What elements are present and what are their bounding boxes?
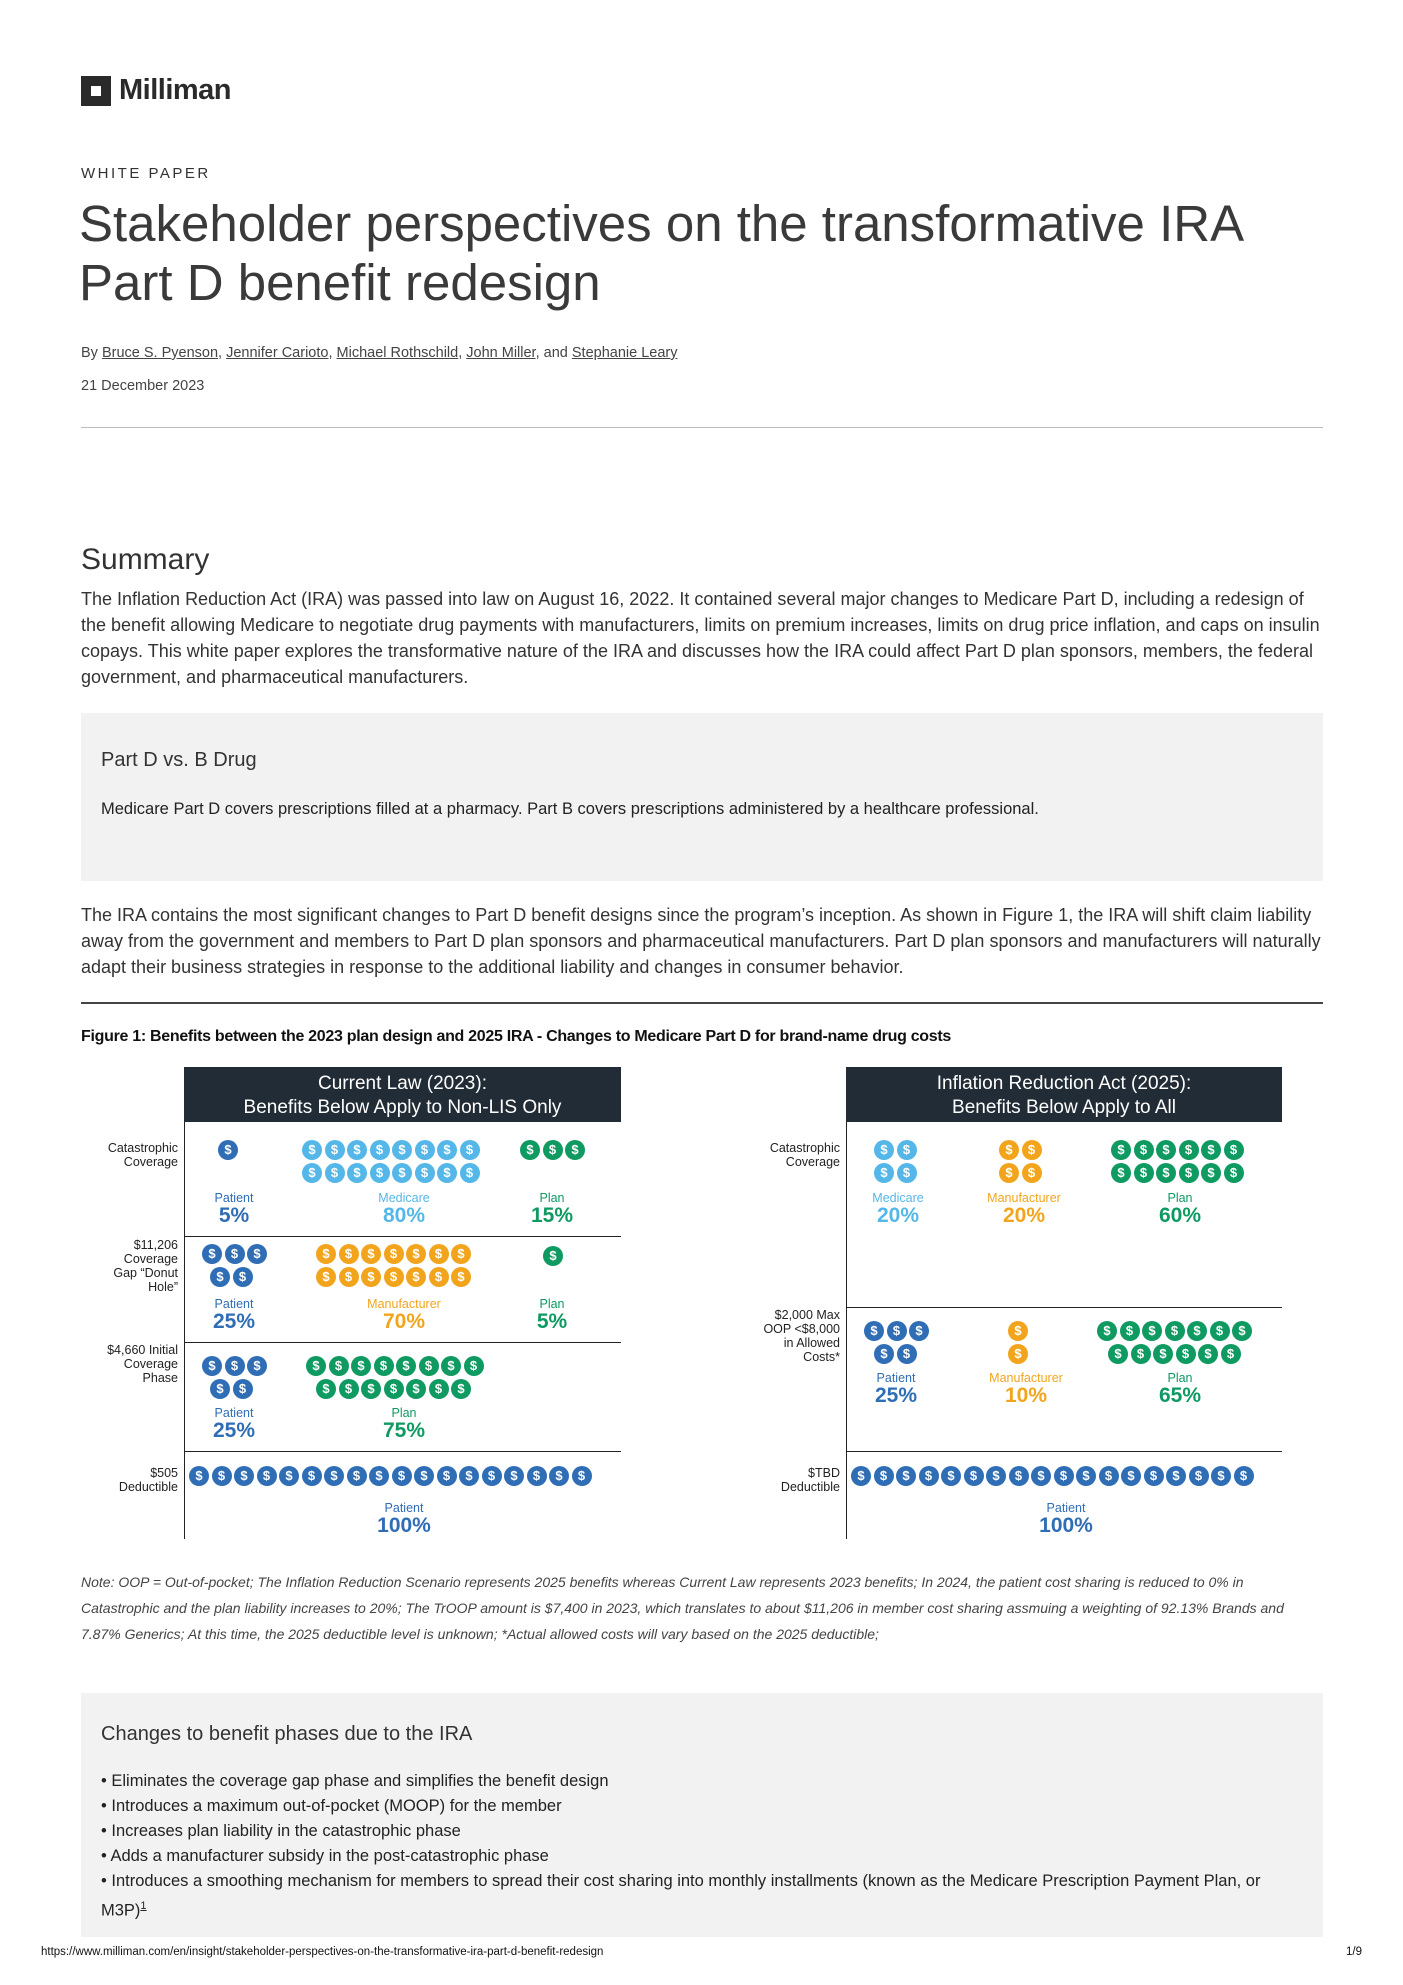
plan-coin: $ — [1097, 1321, 1117, 1341]
patient-coin: $ — [572, 1466, 592, 1486]
patient-coin: $ — [897, 1344, 917, 1364]
patient-coin: $ — [279, 1466, 299, 1486]
manufacturer-coin: $ — [406, 1244, 426, 1264]
plan-coin: $ — [361, 1379, 381, 1399]
patient-coin: $ — [247, 1356, 267, 1376]
right-axis — [846, 1122, 847, 1539]
share-left-initial-plan — [334, 1406, 474, 1442]
summary-paragraph: The Inflation Reduction Act (IRA) was passed into law on August 16, 2022. It contained several major changes to Medicare Part D, including a redesign of the benefit allowing Medicare to negotiate drug payments with manufacturers, limits on premium increases, limits on drug price inflation, and caps on insulin copays. This white paper explores the transformative nature of the IRA and discusses how the IRA could affect Part D plan sponsors, members, the federal government, and pharmaceutical manufacturers. — [81, 589, 1320, 687]
manufacturer-coin: $ — [429, 1267, 449, 1287]
manufacturer-coin: $ — [451, 1244, 471, 1264]
share-left-gap-patient — [164, 1297, 304, 1333]
patient-coin: $ — [414, 1466, 434, 1486]
right-header-line1: Inflation Reduction Act (2025): — [936, 1073, 1192, 1094]
manufacturer-coin: $ — [999, 1163, 1019, 1183]
plan-coin: $ — [1108, 1344, 1128, 1364]
plan-coin: $ — [1224, 1140, 1244, 1160]
patient-coin: $ — [1211, 1466, 1231, 1486]
share-right-deductible-patient — [996, 1501, 1136, 1537]
callout-ira-changes — [81, 1693, 1323, 1937]
plan-coin: $ — [1165, 1321, 1185, 1341]
patient-coin: $ — [864, 1321, 884, 1341]
patient-coin: $ — [369, 1466, 389, 1486]
plan-coin: $ — [1232, 1321, 1252, 1341]
figure-title: Figure 1: Benefits between the 2023 plan design and 2025 IRA - Changes to Medicare Part D for brand-name drug costs — [81, 1028, 952, 1045]
manufacturer-coin: $ — [384, 1267, 404, 1287]
share-right-cat-manufacturer — [954, 1191, 1094, 1227]
medicare-coin: $ — [415, 1140, 435, 1160]
share-pct: 100% — [377, 1514, 431, 1537]
patient-coin: $ — [964, 1466, 984, 1486]
medicare-coin: $ — [415, 1163, 435, 1183]
author-link[interactable]: Michael Rothschild — [336, 345, 459, 361]
plan-coin: $ — [306, 1356, 326, 1376]
plan-coin: $ — [329, 1356, 349, 1376]
right-panel-header — [846, 1067, 1282, 1122]
doc-type-label: WHITE PAPER — [81, 165, 211, 182]
patient-coin: $ — [874, 1466, 894, 1486]
plan-coin: $ — [1134, 1140, 1154, 1160]
patient-coin: $ — [247, 1244, 267, 1264]
left-divider-deductible — [184, 1451, 621, 1452]
share-who: Patient — [214, 1297, 254, 1311]
plan-coin: $ — [565, 1140, 585, 1160]
list-item: • Introduces a maximum out-of-pocket (MOOP) for the member — [101, 1794, 1261, 1819]
medicare-coin: $ — [460, 1140, 480, 1160]
share-pct: 75% — [382, 1419, 426, 1442]
manufacturer-coin: $ — [339, 1267, 359, 1287]
patient-coin: $ — [851, 1466, 871, 1486]
manufacturer-coin: $ — [1008, 1321, 1028, 1341]
share-who: Manufacturer — [989, 1371, 1063, 1385]
label-catastrophic-right: Catastrophic Coverage — [769, 1141, 840, 1169]
figure-note: Note: OOP = Out-of-pocket; The Inflation Reduction Scenario represents 2025 benefits whereas Current Law represents 2023 benefits; In 2024, the patient cost sharing is reduced to 0% in Catastrophic and the plan liability increases to 20%; The TrOOP amount is $7,400 in 2023, which translates to about $11,206 in member cost sharing assmuing a weighting of 92.13% Brands and 7.87% Generics; At this time, the 2025 deductible level is unknown; *Actual allowed costs will vary based on the 2025 deductible; — [81, 1574, 1284, 1642]
plan-coin: $ — [1201, 1163, 1221, 1183]
share-pct: 70% — [382, 1310, 426, 1333]
manufacturer-coin: $ — [316, 1267, 336, 1287]
patient-coin: $ — [1234, 1466, 1254, 1486]
patient-coin: $ — [233, 1267, 253, 1287]
list-item: • Adds a manufacturer subsidy in the post-catastrophic phase — [101, 1844, 1261, 1869]
manufacturer-coin: $ — [406, 1267, 426, 1287]
label-deductible-left: $505 Deductible — [118, 1466, 178, 1494]
plan-coin: $ — [1111, 1163, 1131, 1183]
patient-coin: $ — [347, 1466, 367, 1486]
patient-coin: $ — [257, 1466, 277, 1486]
plan-coin: $ — [543, 1140, 563, 1160]
left-divider-initial — [184, 1342, 621, 1343]
plan-coin: $ — [464, 1356, 484, 1376]
medicare-coin: $ — [302, 1140, 322, 1160]
plan-coin: $ — [1224, 1163, 1244, 1183]
medicare-coin: $ — [370, 1163, 390, 1183]
plan-coin: $ — [1120, 1321, 1140, 1341]
share-right-moop-manufacturer — [956, 1371, 1096, 1407]
label-coverage-gap: $11,206 Coverage Gap “Donut Hole” — [113, 1238, 178, 1294]
medicare-coin: $ — [347, 1163, 367, 1183]
manufacturer-coin: $ — [429, 1244, 449, 1264]
patient-coin: $ — [225, 1244, 245, 1264]
share-who: Manufacturer — [367, 1297, 441, 1311]
publish-date: 21 December 2023 — [81, 378, 205, 394]
footer-url: https://www.milliman.com/en/insight/stakeholder-perspectives-on-the-transformative-ira-part-d-benefit-redesign — [41, 1946, 604, 1958]
medicare-coin: $ — [897, 1140, 917, 1160]
medicare-coin: $ — [437, 1163, 457, 1183]
body-paragraph: The IRA contains the most significant changes to Part D benefit designs since the program’s inception. As shown in Figure 1, the IRA will shift claim liability away from the government and members to Part D plan sponsors and pharmaceutical manufacturers. Part D plan sponsors and manufacturers will naturally adapt their business strategies in response to the additional liability and changes in consumer behavior. — [81, 905, 1321, 977]
share-who: Plan — [391, 1406, 417, 1420]
share-who: Plan — [1167, 1371, 1193, 1385]
patient-coin: $ — [549, 1466, 569, 1486]
manufacturer-coin: $ — [361, 1267, 381, 1287]
plan-coin: $ — [1179, 1140, 1199, 1160]
medicare-coin: $ — [302, 1163, 322, 1183]
manufacturer-coin: $ — [361, 1244, 381, 1264]
patient-coin: $ — [392, 1466, 412, 1486]
plan-coin: $ — [543, 1246, 563, 1266]
patient-coin: $ — [1076, 1466, 1096, 1486]
share-pct: 15% — [530, 1204, 574, 1227]
manufacturer-coin: $ — [1022, 1140, 1042, 1160]
list-item-text: Introduces a smoothing mechanism for members to spread their cost sharing into monthly installments (known as the Medicare Prescription Payment Plan, or M3P) — [101, 1872, 1261, 1920]
share-pct: 25% — [874, 1384, 918, 1407]
patient-coin: $ — [225, 1356, 245, 1376]
share-pct: 5% — [218, 1204, 250, 1227]
patient-coin: $ — [1009, 1466, 1029, 1486]
medicare-coin: $ — [437, 1140, 457, 1160]
patient-coin: $ — [210, 1379, 230, 1399]
callout-list — [101, 1769, 1261, 1924]
figure-divider — [81, 1002, 1323, 1004]
share-right-cat-medicare — [828, 1191, 968, 1227]
share-pct: 5% — [536, 1310, 568, 1333]
patient-coin: $ — [202, 1356, 222, 1376]
medicare-coin: $ — [325, 1163, 345, 1183]
share-who: Patient — [214, 1406, 254, 1420]
left-panel-header — [184, 1067, 621, 1122]
author-link[interactable]: John Miller — [466, 345, 536, 361]
plan-coin: $ — [384, 1379, 404, 1399]
plan-coin: $ — [1176, 1344, 1196, 1364]
plan-coin: $ — [520, 1140, 540, 1160]
medicare-coin: $ — [460, 1163, 480, 1183]
patient-coin: $ — [1144, 1466, 1164, 1486]
share-pct: 100% — [1039, 1514, 1093, 1537]
author-link[interactable]: Bruce S. Pyenson — [101, 345, 219, 361]
patient-coin: $ — [941, 1466, 961, 1486]
patient-coin: $ — [919, 1466, 939, 1486]
plan-coin: $ — [1111, 1140, 1131, 1160]
plan-coin: $ — [406, 1379, 426, 1399]
by-prefix: By — [81, 345, 98, 361]
medicare-coin: $ — [370, 1140, 390, 1160]
manufacturer-coin: $ — [451, 1267, 471, 1287]
share-pct: 20% — [1002, 1204, 1046, 1227]
patient-coin: $ — [482, 1466, 502, 1486]
share-pct: 65% — [1158, 1384, 1202, 1407]
patient-coin: $ — [189, 1466, 209, 1486]
author-link[interactable]: Stephanie Leary — [571, 345, 678, 361]
author-link[interactable]: Jennifer Carioto — [226, 345, 329, 361]
patient-coin: $ — [909, 1321, 929, 1341]
plan-coin: $ — [316, 1379, 336, 1399]
share-right-cat-plan — [1110, 1191, 1250, 1227]
plan-coin: $ — [1201, 1140, 1221, 1160]
left-header-line2: Benefits Below Apply to Non-LIS Only — [243, 1097, 562, 1118]
label-catastrophic-left: Catastrophic Coverage — [107, 1141, 178, 1169]
right-divider-moop — [846, 1307, 1282, 1308]
plan-coin: $ — [1187, 1321, 1207, 1341]
left-divider-gap — [184, 1236, 621, 1237]
medicare-coin: $ — [392, 1140, 412, 1160]
patient-coin: $ — [1189, 1466, 1209, 1486]
medicare-coin: $ — [874, 1140, 894, 1160]
list-item — [101, 1869, 1261, 1924]
plan-coin: $ — [339, 1379, 359, 1399]
label-deductible-right: $TBD Deductible — [780, 1466, 840, 1494]
patient-coin: $ — [1166, 1466, 1186, 1486]
patient-coin: $ — [874, 1344, 894, 1364]
label-initial-coverage: $4,660 Initial Coverage Phase — [107, 1343, 178, 1385]
share-pct: 60% — [1158, 1204, 1202, 1227]
share-right-moop-patient — [826, 1371, 966, 1407]
share-left-cat-plan — [482, 1191, 622, 1227]
patient-coin: $ — [887, 1321, 907, 1341]
share-pct: 10% — [1004, 1384, 1048, 1407]
medicare-coin: $ — [874, 1163, 894, 1183]
manufacturer-coin: $ — [999, 1140, 1019, 1160]
callout-text: Medicare Part D covers prescriptions filled at a pharmacy. Part B covers prescriptions administered by a healthcare professional. — [101, 800, 1039, 818]
share-left-gap-manufacturer — [334, 1297, 474, 1333]
plan-coin: $ — [1156, 1140, 1176, 1160]
share-right-moop-plan — [1110, 1371, 1250, 1407]
patient-coin: $ — [986, 1466, 1006, 1486]
callout-part-d-vs-b — [81, 713, 1323, 881]
patient-coin: $ — [210, 1267, 230, 1287]
plan-coin: $ — [419, 1356, 439, 1376]
plan-coin: $ — [396, 1356, 416, 1376]
patient-coin: $ — [896, 1466, 916, 1486]
list-item: • Eliminates the coverage gap phase and simplifies the benefit design — [101, 1769, 1261, 1794]
medicare-coin: $ — [325, 1140, 345, 1160]
share-left-initial-patient — [164, 1406, 304, 1442]
patient-coin: $ — [1031, 1466, 1051, 1486]
share-who: Patient — [384, 1501, 424, 1515]
plan-coin: $ — [451, 1379, 471, 1399]
plan-coin: $ — [1153, 1344, 1173, 1364]
manufacturer-coin: $ — [384, 1244, 404, 1264]
share-left-deductible-patient — [334, 1501, 474, 1537]
manufacturer-coin: $ — [1008, 1344, 1028, 1364]
share-who: Plan — [539, 1297, 565, 1311]
patient-coin: $ — [459, 1466, 479, 1486]
plan-coin: $ — [1156, 1163, 1176, 1183]
manufacturer-coin: $ — [339, 1244, 359, 1264]
plan-coin: $ — [429, 1379, 449, 1399]
share-pct: 25% — [212, 1419, 256, 1442]
plan-coin: $ — [441, 1356, 461, 1376]
share-who: Plan — [539, 1191, 565, 1205]
medicare-coin: $ — [392, 1163, 412, 1183]
patient-coin: $ — [527, 1466, 547, 1486]
share-who: Medicare — [378, 1191, 430, 1205]
share-left-gap-plan — [482, 1297, 622, 1333]
milliman-logo-icon — [81, 76, 111, 106]
footer-page-number: 1/9 — [1346, 1946, 1362, 1958]
share-left-cat-medicare — [334, 1191, 474, 1227]
patient-coin: $ — [1099, 1466, 1119, 1486]
left-header-line1: Current Law (2023): — [318, 1073, 487, 1094]
summary-heading: Summary — [81, 543, 210, 576]
share-who: Medicare — [872, 1191, 924, 1205]
logo-text: Milliman — [119, 74, 232, 106]
footnote-link[interactable]: 1 — [140, 1900, 147, 1912]
medicare-coin: $ — [897, 1163, 917, 1183]
share-who: Patient — [876, 1371, 916, 1385]
and-word: and — [543, 345, 568, 361]
label-max-oop: $2,000 Max OOP <$8,000 in Allowed Costs* — [763, 1308, 840, 1364]
byline: By Bruce S. Pyenson, Jennifer Carioto, Michael Rothschild, John Miller, and Stephanie Leary — [81, 345, 678, 361]
milliman-logo[interactable] — [81, 74, 231, 107]
plan-coin: $ — [1134, 1163, 1154, 1183]
patient-coin: $ — [504, 1466, 524, 1486]
manufacturer-coin: $ — [1022, 1163, 1042, 1183]
callout-title: Changes to benefit phases due to the IRA — [101, 1723, 473, 1745]
share-who: Patient — [214, 1191, 254, 1205]
plan-coin: $ — [1131, 1344, 1151, 1364]
right-divider-deductible — [846, 1451, 1282, 1452]
plan-coin: $ — [1142, 1321, 1162, 1341]
callout-title: Part D vs. B Drug — [101, 749, 257, 771]
patient-coin: $ — [324, 1466, 344, 1486]
plan-coin: $ — [351, 1356, 371, 1376]
share-who: Manufacturer — [987, 1191, 1061, 1205]
patient-coin: $ — [1054, 1466, 1074, 1486]
plan-coin: $ — [1179, 1163, 1199, 1183]
right-header-line2: Benefits Below Apply to All — [952, 1097, 1176, 1118]
patient-coin: $ — [437, 1466, 457, 1486]
share-who: Plan — [1167, 1191, 1193, 1205]
patient-coin: $ — [234, 1466, 254, 1486]
share-pct: 25% — [212, 1310, 256, 1333]
medicare-coin: $ — [347, 1140, 367, 1160]
plan-coin: $ — [374, 1356, 394, 1376]
patient-coin: $ — [302, 1466, 322, 1486]
plan-coin: $ — [1221, 1344, 1241, 1364]
patient-coin: $ — [233, 1379, 253, 1399]
patient-coin: $ — [212, 1466, 232, 1486]
share-left-cat-patient — [164, 1191, 304, 1227]
header-divider — [81, 427, 1323, 428]
share-pct: 80% — [382, 1204, 426, 1227]
share-pct: 20% — [876, 1204, 920, 1227]
plan-coin: $ — [1198, 1344, 1218, 1364]
page-title: Stakeholder perspectives on the transformative IRA Part D benefit redesign — [79, 195, 1242, 311]
patient-coin: $ — [218, 1140, 238, 1160]
patient-coin: $ — [202, 1244, 222, 1264]
patient-coin: $ — [1121, 1466, 1141, 1486]
share-who: Patient — [1046, 1501, 1086, 1515]
manufacturer-coin: $ — [316, 1244, 336, 1264]
plan-coin: $ — [1210, 1321, 1230, 1341]
list-item: • Increases plan liability in the catastrophic phase — [101, 1819, 1261, 1844]
